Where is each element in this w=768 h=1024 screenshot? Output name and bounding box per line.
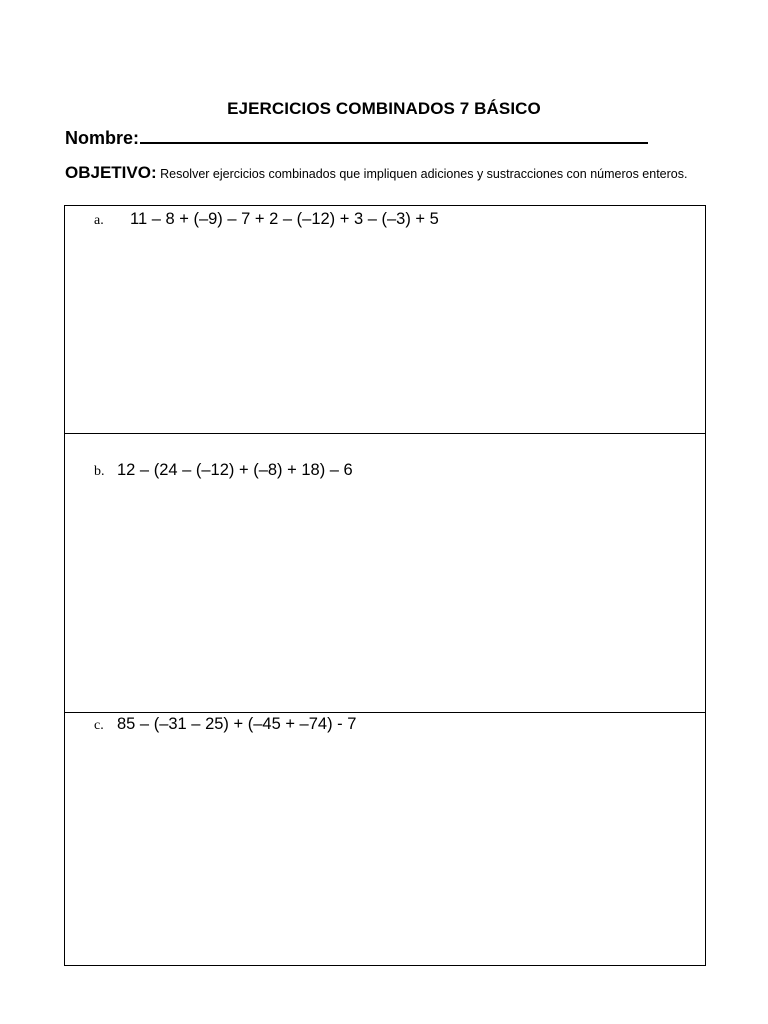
objective-label: OBJETIVO: xyxy=(65,163,157,182)
exercise-c xyxy=(94,715,356,734)
objective-section xyxy=(65,163,705,184)
exercise-expression: 85 – (–31 – 25) + (–45 + –74) - 7 xyxy=(117,715,357,733)
exercise-a xyxy=(94,210,439,229)
page-title: EJERCICIOS COMBINADOS 7 BÁSICO xyxy=(227,99,541,118)
exercise-b xyxy=(94,461,353,480)
exercise-letter: c. xyxy=(94,718,104,733)
name-label: Nombre: xyxy=(65,128,140,148)
exercise-letter: a. xyxy=(94,213,104,228)
exercise-box-c xyxy=(64,712,706,966)
exercise-box-b xyxy=(64,433,706,713)
objective-text: Resolver ejercicios combinados que impliquen adiciones y sustracciones con números enteros. xyxy=(160,167,688,181)
name-blank-line xyxy=(140,124,648,144)
name-field xyxy=(65,124,648,149)
exercise-expression: 11 – 8 + (–9) – 7 + 2 – (–12) + 3 – (–3) + 5 xyxy=(130,210,439,228)
exercise-box-a xyxy=(64,205,706,434)
exercise-expression: 12 – (24 – (–12) + (–8) + 18) – 6 xyxy=(117,461,353,479)
exercise-letter: b. xyxy=(94,464,105,479)
